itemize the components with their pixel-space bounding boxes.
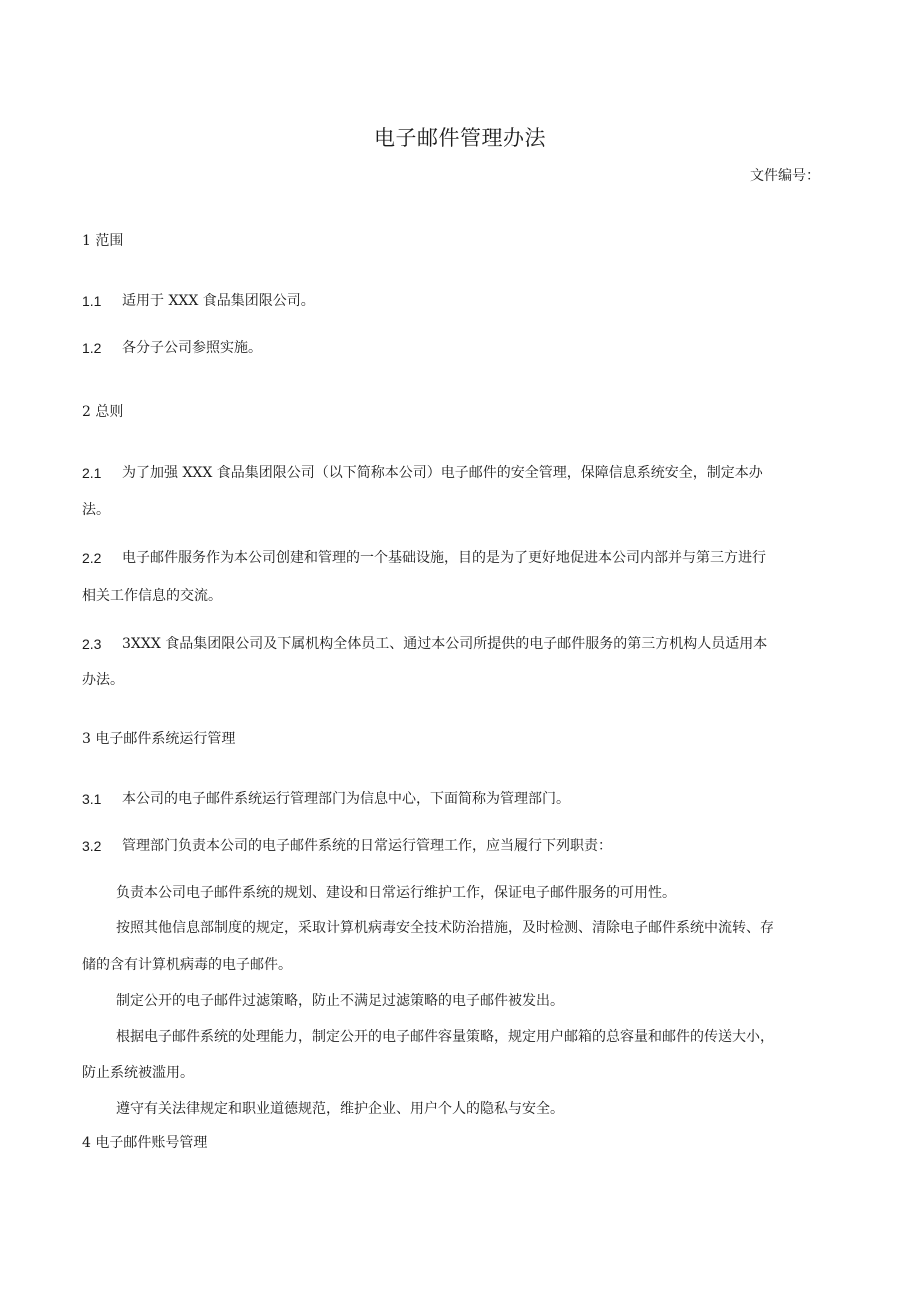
clause-text-continued: 相关工作信息的交流。 xyxy=(82,588,222,604)
duty-item: 按照其他信息部制度的规定，采取计算机病毒安全技术防治措施，及时检测、清除电子邮件系统中流转、存 xyxy=(116,920,774,936)
doc-number-label: 文件编号： xyxy=(750,168,820,184)
clause-number: 1.1 xyxy=(82,293,102,309)
clause-text: 管理部门负责本公司的电子邮件系统的日常运行管理工作，应当履行下列职责： xyxy=(122,838,612,854)
document-title: 电子邮件管理办法 xyxy=(374,126,546,150)
duty-item-continued: 防止系统被滥用。 xyxy=(82,1065,194,1081)
clause-number: 2.3 xyxy=(82,636,102,652)
clause-text: 电子邮件服务作为本公司创建和管理的一个基础设施，目的是为了更好地促进本公司内部并与第三方进行 xyxy=(122,550,766,566)
duty-item-continued: 储的含有计算机病毒的电子邮件。 xyxy=(82,957,292,973)
duty-item: 根据电子邮件系统的处理能力，制定公开的电子邮件容量策略，规定用户邮箱的总容量和邮件的传送大小， xyxy=(116,1029,774,1045)
duty-item: 负责本公司电子邮件系统的规划、建设和日常运行维护工作，保证电子邮件服务的可用性。 xyxy=(116,885,676,901)
section-heading-3: 3 电子邮件系统运行管理 xyxy=(82,731,236,747)
clause-text-continued: 办法。 xyxy=(82,672,124,688)
clause-number: 1.2 xyxy=(82,340,102,356)
clause-text: 本公司的电子邮件系统运行管理部门为信息中心，下面简称为管理部门。 xyxy=(122,791,570,807)
clause-number: 3.1 xyxy=(82,791,102,807)
clause-text: 3XXX 食品集团限公司及下属机构全体员工、通过本公司所提供的电子邮件服务的第三方机构人员适用本 xyxy=(122,636,768,652)
clause-number: 2.2 xyxy=(82,550,102,566)
duty-item: 遵守有关法律规定和职业道德规范，维护企业、用户个人的隐私与安全。 xyxy=(116,1101,564,1117)
clause-text: 为了加强 XXX 食品集团限公司（以下简称本公司）电子邮件的安全管理，保障信息系统安全，制定本办 xyxy=(122,465,763,481)
section-heading-1: 1 范围 xyxy=(82,233,124,249)
clause-text-continued: 法。 xyxy=(82,502,110,518)
section-heading-4: 4 电子邮件账号管理 xyxy=(82,1135,208,1151)
clause-number: 2.1 xyxy=(82,465,102,481)
duty-item: 制定公开的电子邮件过滤策略，防止不满足过滤策略的电子邮件被发出。 xyxy=(116,993,564,1009)
section-heading-2: 2 总则 xyxy=(82,404,124,420)
clause-text: 各分子公司参照实施。 xyxy=(122,340,262,356)
clause-number: 3.2 xyxy=(82,838,102,854)
clause-text: 适用于 XXX 食品集团限公司。 xyxy=(122,293,315,309)
